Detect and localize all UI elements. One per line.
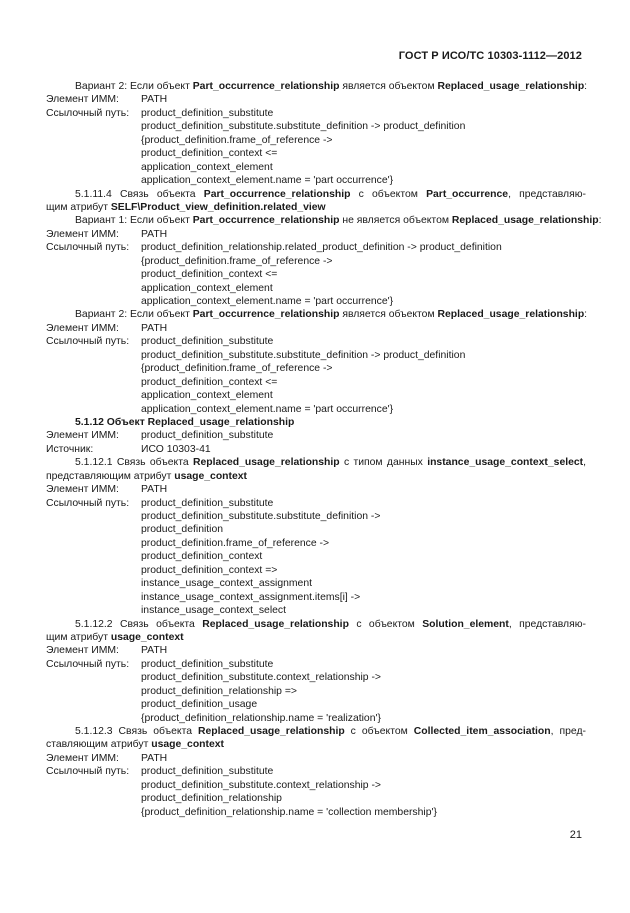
reference-row — [46, 322, 586, 335]
reference-row — [46, 537, 586, 550]
row-label: Ссылочный путь: — [46, 497, 130, 509]
row-value: PATH — [141, 752, 168, 764]
reference-row — [46, 429, 586, 442]
reference-row — [46, 550, 586, 563]
row-label: Элемент ИММ: — [46, 322, 119, 334]
text-segment: 5.1.11.4 Связь объекта — [75, 188, 204, 200]
row-value: {product_definition_relationship.name = 'realization'} — [141, 712, 381, 724]
bold-term: instance_usage_context_select — [427, 457, 584, 469]
row-value: product_definition_substitute — [141, 766, 274, 778]
row-value: product_definition_relationship.related_product_definition -> product_definition — [141, 242, 502, 254]
paragraph-line — [46, 188, 586, 201]
row-value: application_context_element — [141, 282, 273, 294]
reference-row — [46, 241, 586, 254]
paragraph-line — [46, 308, 586, 321]
text-segment: не является объектом — [339, 215, 452, 227]
row-value: product_definition — [141, 524, 224, 536]
row-label: Элемент ИММ: — [46, 228, 119, 240]
row-value: product_definition.frame_of_reference -> — [141, 537, 330, 549]
reference-row — [46, 174, 586, 187]
row-label: Ссылочный путь: — [46, 766, 130, 778]
text-segment: с объектом — [350, 188, 427, 200]
row-value: PATH — [141, 228, 168, 240]
paragraph-line — [46, 456, 586, 469]
paragraph-line — [46, 214, 602, 227]
paragraph-line — [46, 416, 586, 429]
reference-row — [46, 268, 586, 281]
row-value: product_definition_substitute — [141, 430, 274, 442]
text-segment: 5.1.12.3 Связь объекта — [75, 726, 198, 737]
text-segment: щим атрибут — [46, 631, 111, 643]
row-value: product_definition_substitute — [141, 107, 274, 119]
reference-row — [46, 362, 586, 375]
row-value: application_context_element.name = 'part occurrence'} — [141, 403, 394, 415]
row-label: Элемент ИММ: — [46, 430, 119, 442]
row-value: application_context_element — [141, 390, 273, 402]
bold-term: Replaced_usage_relationship — [437, 81, 585, 92]
row-value: product_definition_substitute — [141, 497, 274, 509]
reference-row — [46, 577, 586, 590]
reference-row — [46, 564, 586, 577]
row-label: Ссылочный путь: — [46, 336, 130, 348]
text-segment: является объектом — [339, 309, 438, 321]
bold-term: 5.1.12 Объект Replaced_usage_relationship — [75, 416, 295, 428]
reference-row — [46, 604, 586, 617]
reference-row — [46, 510, 586, 523]
reference-row — [46, 376, 586, 389]
reference-row — [46, 685, 586, 698]
reference-row — [46, 752, 586, 765]
text-segment: , представляю- — [508, 188, 586, 200]
paragraph-line — [46, 80, 586, 93]
bold-term: Replaced_usage_relationship — [437, 309, 585, 321]
row-value: {product_definition.frame_of_reference -> — [141, 363, 333, 375]
reference-row — [46, 120, 586, 133]
row-label: Источник: — [46, 443, 94, 455]
row-value: application_context_element.name = 'part occurrence'} — [141, 296, 394, 307]
row-value: product_definition_substitute.substitute_definition -> — [141, 511, 381, 522]
reference-row — [46, 228, 586, 241]
row-label: Ссылочный путь: — [46, 107, 130, 119]
reference-row — [46, 282, 586, 295]
row-value: product_definition_context => — [141, 564, 278, 576]
reference-row — [46, 765, 586, 778]
page-number: 21 — [569, 829, 582, 841]
bold-term: Collected_item_association — [413, 726, 551, 737]
reference-row — [46, 147, 586, 160]
row-value: {product_definition.frame_of_reference -> — [141, 255, 333, 267]
paragraph-line — [46, 725, 586, 738]
reference-row — [46, 295, 586, 308]
paragraph-continuation — [46, 631, 586, 644]
row-value: ИСО 10303-41 — [141, 443, 211, 455]
row-value: instance_usage_context_select — [141, 605, 286, 617]
row-value: product_definition_substitute — [141, 336, 274, 348]
row-value: application_context_element — [141, 161, 273, 173]
reference-row — [46, 161, 586, 174]
bold-term: Part_occurrence_relationship — [192, 215, 340, 227]
row-value: {product_definition_relationship.name = 'collection membership'} — [141, 806, 437, 818]
reference-row — [46, 523, 586, 536]
text-segment: , представляю- — [508, 618, 586, 630]
text-segment: 5.1.12.1 Связь объекта — [75, 457, 193, 469]
row-value: product_definition_substitute — [141, 658, 274, 670]
reference-row — [46, 779, 586, 792]
row-value: product_definition_substitute.context_relationship -> — [141, 672, 382, 684]
bold-term: Replaced_usage_relationship — [451, 215, 599, 227]
reference-row — [46, 712, 586, 725]
row-value: product_definition_context <= — [141, 148, 278, 160]
paragraph-line — [46, 618, 586, 631]
reference-row — [46, 497, 586, 510]
reference-row — [46, 483, 586, 496]
row-value: PATH — [141, 484, 168, 496]
row-value: PATH — [141, 322, 168, 334]
bold-term: Part_occurrence_relationship — [192, 81, 340, 92]
paragraph-continuation — [46, 738, 586, 751]
reference-row — [46, 698, 586, 711]
row-value: product_definition_context — [141, 551, 263, 563]
reference-row — [46, 644, 586, 657]
text-segment: : — [584, 309, 588, 321]
row-value: product_definition_context <= — [141, 376, 278, 388]
reference-row — [46, 443, 586, 456]
bold-term: usage_context — [174, 470, 248, 482]
row-value: product_definition_substitute.substitute_definition -> product_definition — [141, 121, 466, 133]
reference-row — [46, 806, 586, 819]
bold-term: SELF\Product_view_definition.related_view — [110, 201, 326, 213]
row-value: {product_definition.frame_of_reference -> — [141, 134, 333, 146]
bold-term: Replaced_usage_relationship — [202, 618, 349, 630]
row-value: product_definition_substitute.context_relationship -> — [141, 779, 382, 791]
reference-row — [46, 591, 586, 604]
document-body — [46, 80, 602, 819]
text-segment: 5.1.12.2 Связь объекта — [75, 618, 203, 630]
text-segment: с объектом — [344, 726, 414, 737]
reference-row — [46, 403, 586, 416]
reference-row — [46, 349, 586, 362]
paragraph-continuation — [46, 201, 586, 214]
bold-term: usage_context — [110, 631, 184, 643]
row-value: application_context_element.name = 'part occurrence'} — [141, 175, 394, 187]
reference-row — [46, 335, 586, 348]
text-segment: щим атрибут — [46, 201, 111, 213]
row-value: product_definition_relationship — [141, 793, 282, 805]
bold-term: Part_occurrence_relationship — [192, 309, 340, 321]
text-segment: : — [584, 81, 588, 92]
reference-row — [46, 134, 586, 147]
bold-term: Solution_element — [422, 618, 509, 630]
reference-row — [46, 389, 586, 402]
paragraph-continuation — [46, 470, 586, 483]
page-header: ГОСТ Р ИСО/ТС 10303-1112—2012 — [398, 50, 582, 62]
bold-term: Part_occurrence_relationship — [203, 188, 351, 200]
row-label: Элемент ИММ: — [46, 645, 119, 657]
row-value: product_definition_context <= — [141, 269, 278, 281]
text-segment: с типом данных — [339, 457, 428, 469]
row-value: PATH — [141, 645, 168, 657]
reference-row — [46, 671, 586, 684]
reference-row — [46, 93, 586, 106]
reference-row — [46, 658, 586, 671]
text-segment: с объектом — [348, 618, 423, 630]
bold-term: Replaced_usage_relationship — [198, 726, 345, 737]
text-segment: Вариант 2: Если объект — [75, 81, 193, 92]
row-value: product_definition_usage — [141, 699, 258, 711]
text-segment: представляющим атрибут — [46, 470, 175, 482]
row-label: Ссылочный путь: — [46, 242, 130, 254]
text-segment: , пред- — [550, 726, 586, 737]
text-segment: , — [583, 457, 587, 469]
text-segment: Вариант 1: Если объект — [75, 215, 193, 227]
row-value: instance_usage_context_assignment — [141, 578, 312, 590]
bold-term: Replaced_usage_relationship — [192, 457, 340, 469]
reference-row — [46, 107, 586, 120]
row-value: PATH — [141, 94, 168, 106]
row-label: Элемент ИММ: — [46, 94, 119, 106]
row-label: Элемент ИММ: — [46, 484, 119, 496]
row-value: product_definition_substitute.substitute_definition -> product_definition — [141, 349, 466, 361]
reference-row — [46, 792, 586, 805]
row-label: Ссылочный путь: — [46, 658, 130, 670]
text-segment: является объектом — [339, 81, 438, 92]
row-label: Элемент ИММ: — [46, 752, 119, 764]
reference-row — [46, 255, 586, 268]
bold-term: Part_occurrence — [426, 188, 509, 200]
text-segment: Вариант 2: Если объект — [75, 309, 193, 321]
bold-term: usage_context — [151, 739, 224, 751]
row-value: instance_usage_context_assignment.items[i] -> — [141, 591, 361, 603]
row-value: product_definition_relationship => — [141, 685, 297, 697]
text-segment: : — [598, 215, 602, 227]
text-segment: ставляющим атрибут — [46, 739, 152, 751]
